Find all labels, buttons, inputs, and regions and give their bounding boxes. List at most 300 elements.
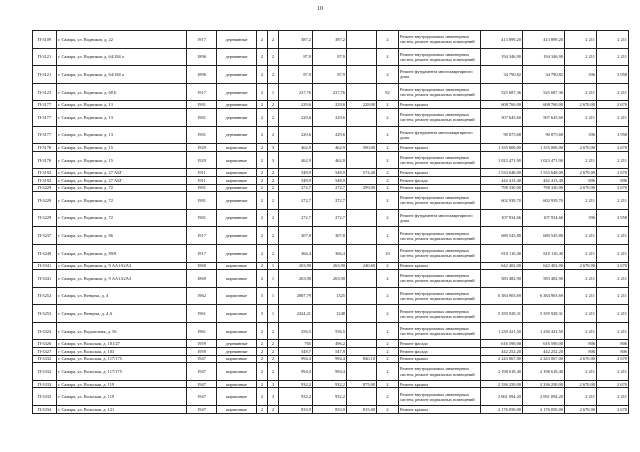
area-roof-cell [347,340,377,348]
residents-cell: 2 [377,287,399,305]
cost-cell: 2 198 618,40 [481,363,523,381]
unit-cost-cell: 2 211 [565,322,597,340]
cost-cell: 616 590,00 [481,340,523,348]
cost-limit-cell: 810 110,40 [523,244,565,262]
work-type-cell: Ремонт крыши [399,355,481,363]
area-roof-cell: 228,00 [347,101,377,109]
unit-cost-cell: 806 [565,176,597,184]
area-total-cell: 229,6 [279,126,313,144]
code-cell: П-3324 [33,322,57,340]
area-living-cell: 496,2 [313,340,347,348]
unit-limit-cell: 806 [597,348,629,356]
residents-cell: 2 [377,227,399,245]
code-cell: П-3249 [33,244,57,262]
material-cell: деревянные [217,31,257,49]
year-cell: 1896 [187,66,217,84]
cost-cell: 1 533 648,00 [481,169,523,177]
unit-limit-cell: 2 670 [597,355,629,363]
area-total-cell: 994,4 [279,355,313,363]
address-cell: г. Самара, ул. Водников, д. 64/184 а [57,66,187,84]
residents-cell: 2 [377,48,399,66]
material-cell: кирпичные [217,262,257,270]
work-type-cell: Ремонт внутридомовых инженерных систем, ремонт подвальных помещений [399,31,481,49]
entrances-cell: 1 [268,287,279,305]
area-roof-cell [347,83,377,101]
floors-cell: 2 [257,126,268,144]
cost-limit-cell: 583 482,90 [523,270,565,288]
area-total-cell: 932,2 [279,388,313,406]
unit-cost-cell: 2 670,00 [565,184,597,192]
table-row [33,287,629,305]
year-cell: 1917 [187,83,217,101]
floors-cell: 2 [257,101,268,109]
area-total-cell: 237,76 [279,83,313,101]
cost-limit-cell: 413 899,20 [523,31,565,49]
code-cell: П-3109 [33,31,57,49]
table-row [33,388,629,406]
unit-limit-cell: 2 211 [597,151,629,169]
code-cell: П-3177 [33,101,57,109]
code-cell: П-3123 [33,83,57,101]
area-roof-cell: 500,00 [347,144,377,152]
cost-cell: 1 023 471,90 [481,151,523,169]
table-row [33,348,629,356]
address-cell: г. Самара, ул. Вольская, д. 117/175 [57,355,187,363]
table-row [33,305,629,323]
unit-cost-cell: 806 [565,348,597,356]
area-total-cell: 87,9 [279,48,313,66]
area-living-cell: 272,7 [313,209,347,227]
residents-cell: 2 [377,322,399,340]
residents-cell: 2 [377,380,399,388]
cost-cell: 602 939,70 [481,192,523,210]
unit-limit-cell: 2 211 [597,192,629,210]
residents-cell: 10 [377,244,399,262]
residents-cell: 2 [377,31,399,49]
floors-cell: 2 [257,184,268,192]
material-cell: кирпичные [217,287,257,305]
floors-cell: 2 [257,227,268,245]
floors-cell: 2 [257,244,268,262]
area-living-cell: 272,7 [313,192,347,210]
address-cell: г. Самара, ул. Водников, д. 72 [57,192,187,210]
table-row [33,209,629,227]
code-cell: П-3229 [33,184,57,192]
year-cell: 1947 [187,363,217,381]
entrances-cell: 2 [268,192,279,210]
address-cell: г. Самара, ул. Водников, д. 15 [57,151,187,169]
area-total-cell: 556,5 [279,322,313,340]
residents-cell: 2 [377,101,399,109]
work-type-cell: Ремонт крыши [399,144,481,152]
unit-cost-cell: 2 670,00 [565,380,597,388]
unit-limit-cell: 2 670 [597,184,629,192]
area-living-cell: 307,8 [313,227,347,245]
table-row [33,169,629,177]
address-cell: г. Самара, ул. Водников, д. 27 АБГ [57,176,187,184]
unit-limit-cell: 2 211 [597,48,629,66]
material-cell: деревянные [217,192,257,210]
cost-limit-cell: 34 790,82 [523,66,565,84]
year-cell: 1959 [187,348,217,356]
work-type-cell: Ремонт внутридомовых инженерных систем, ремонт подвальных помещений [399,244,481,262]
material-cell: кирпичные [217,363,257,381]
material-cell: деревянные [217,101,257,109]
entrances-cell: 2 [268,31,279,49]
residents-cell: 2 [377,355,399,363]
cost-limit-cell: 608 760,00 [523,101,565,109]
area-living-cell: 462,9 [313,144,347,152]
area-roof-cell: 815,00 [347,406,377,414]
work-type-cell: Ремонт фасада [399,176,481,184]
cost-cell: 5 359 928,31 [481,305,523,323]
unit-limit-cell: 3 958 [597,66,629,84]
year-cell: 1947 [187,406,217,414]
work-type-cell: Ремонт внутридомовых инженерных систем, ремонт подвальных помещений [399,192,481,210]
area-total-cell: 307,8 [279,227,313,245]
entrances-cell: 3 [268,388,279,406]
floors-cell: 2 [257,176,268,184]
floors-cell: 2 [257,66,268,84]
area-total-cell: 833,9 [279,406,313,414]
area-total-cell: 994,4 [279,363,313,381]
year-cell: 1901 [187,101,217,109]
material-cell: деревянные [217,83,257,101]
area-roof-cell [347,48,377,66]
cost-limit-cell: 1 023 471,90 [523,151,565,169]
table-row [33,151,629,169]
residents-cell: 2 [377,126,399,144]
unit-cost-cell: 2 211 [565,192,597,210]
unit-cost-cell: 2 211 [565,151,597,169]
material-cell: кирпичные [217,355,257,363]
unit-cost-cell: 2 670,00 [565,169,597,177]
residents-cell: 2 [377,176,399,184]
table-row [33,192,629,210]
floors-cell: 2 [257,388,268,406]
material-cell: деревянные [217,340,257,348]
residents-cell: 2 [377,66,399,84]
area-living-cell: 462,9 [313,151,347,169]
area-living-cell: 229,6 [313,126,347,144]
address-cell: г. Самара, ул. Вольская, д. 119 [57,388,187,406]
unit-limit-cell: 2 211 [597,322,629,340]
year-cell: 1901 [187,192,217,210]
area-total-cell: 462,9 [279,151,313,169]
area-living-cell: 994,4 [313,355,347,363]
unit-cost-cell: 396 [565,209,597,227]
unit-limit-cell: 3 958 [597,209,629,227]
code-cell: П-3253 [33,305,57,323]
area-living-cell: 547,9 [313,348,347,356]
unit-cost-cell: 2 211 [565,305,597,323]
cost-cell: 90 875,68 [481,126,523,144]
work-type-cell: Ремонт внутридомовых инженерных систем, ремонт подвальных помещений [399,388,481,406]
table-row [33,176,629,184]
material-cell: деревянные [217,184,257,192]
entrances-cell: 1 [268,262,279,270]
cost-limit-cell: 680 545,80 [523,227,565,245]
area-roof-cell [347,209,377,227]
unit-limit-cell: 2 670 [597,144,629,152]
area-living-cell: 1248 [313,305,347,323]
table-row [33,101,629,109]
year-cell: 1911 [187,169,217,177]
area-total-cell: 548,9 [279,176,313,184]
material-cell: кирпичные [217,388,257,406]
work-type-cell: Ремонт крыши [399,262,481,270]
work-type-cell: Ремонт внутридомовых инженерных систем, ремонт подвальных помещений [399,83,481,101]
work-type-cell: Ремонт фасада [399,340,481,348]
unit-limit-cell: 2 670 [597,101,629,109]
area-total-cell: 229,6 [279,101,313,109]
cost-limit-cell: 798 330,00 [523,184,565,192]
code-cell: П-3326 [33,340,57,348]
area-living-cell: 932,2 [313,388,347,406]
code-cell: П-3332 [33,363,57,381]
table-row [33,340,629,348]
material-cell: деревянные [217,227,257,245]
unit-limit-cell: 2 211 [597,287,629,305]
material-cell: кирпичные [217,169,257,177]
code-cell: П-3178 [33,151,57,169]
cost-limit-cell: 616 590,00 [523,340,565,348]
cost-limit-cell: 1 230 421,50 [523,322,565,340]
cost-cell: 442 252,20 [481,348,523,356]
area-roof-cell [347,270,377,288]
entrances-cell: 2 [268,169,279,177]
cost-limit-cell: 1 533 648,00 [523,169,565,177]
unit-limit-cell: 3 958 [597,126,629,144]
material-cell: кирпичные [217,270,257,288]
year-cell: 1947 [187,355,217,363]
material-cell: кирпичные [217,406,257,414]
unit-cost-cell: 2 211 [565,287,597,305]
area-roof-cell [347,108,377,126]
address-cell: г. Самара, ул. Водников, д. 27 АБГ [57,169,187,177]
code-cell: П-3229 [33,209,57,227]
unit-cost-cell: 396 [565,126,597,144]
floors-cell: 2 [257,209,268,227]
floors-cell: 2 [257,83,268,101]
entrances-cell: 2 [268,348,279,356]
address-cell: г. Самара, ул. Водников, д. 89/8 [57,244,187,262]
floors-cell: 2 [257,108,268,126]
entrances-cell: 1 [268,270,279,288]
work-type-cell: Ремонт фасада [399,348,481,356]
unit-limit-cell: 2 211 [597,270,629,288]
residents-cell: 2 [377,363,399,381]
entrances-cell: 2 [268,101,279,109]
cost-limit-cell: 525 687,36 [523,83,565,101]
year-cell: 1961 [187,322,217,340]
area-roof-cell: 840,10 [347,355,377,363]
material-cell: кирпичные [217,144,257,152]
unit-limit-cell: 2 211 [597,244,629,262]
unit-cost-cell: 396 [565,66,597,84]
material-cell: кирпичные [217,176,257,184]
unit-limit-cell: 2 670 [597,169,629,177]
cost-cell: 798 330,00 [481,184,523,192]
area-roof-cell: 299,00 [347,184,377,192]
work-type-cell: Ремонт крыши [399,184,481,192]
area-total-cell: 263,90 [279,270,313,288]
area-total-cell: 229,6 [279,108,313,126]
address-cell: г. Самара, ул. Венцека, д. 4 [57,287,187,305]
year-cell: 1896 [187,48,217,66]
unit-cost-cell: 2 211 [565,83,597,101]
year-cell: 1959 [187,340,217,348]
area-roof-cell [347,227,377,245]
entrances-cell: 2 [268,66,279,84]
unit-cost-cell: 2 211 [565,363,597,381]
entrances-cell: 2 [268,209,279,227]
area-roof-cell [347,192,377,210]
code-cell: П-3192 [33,169,57,177]
year-cell: 1962 [187,287,217,305]
table-row [33,355,629,363]
address-cell: г. Самара, ул. Вольская, д. 101/27 [57,340,187,348]
cost-cell: 107 934,66 [481,209,523,227]
work-type-cell: Ремонт внутридомовых инженерных систем, ремонт подвальных помещений [399,108,481,126]
residents-cell: 2 [377,184,399,192]
address-cell: г. Самара, ул. Водников, д. 9 АА1А2А3 [57,262,187,270]
cost-cell: 2 243 067,00 [481,355,523,363]
code-cell: П-3333 [33,388,57,406]
cost-cell: 2 176 050,00 [481,406,523,414]
table-row [33,108,629,126]
area-roof-cell [347,287,377,305]
unit-cost-cell: 2 670,00 [565,355,597,363]
code-cell: П-3332 [33,355,57,363]
area-roof-cell [347,126,377,144]
cost-cell: 507 645,60 [481,108,523,126]
cost-limit-cell: 2 176 050,00 [523,406,565,414]
cost-cell: 1 230 421,50 [481,322,523,340]
code-cell: П-3334 [33,406,57,414]
floors-cell: 2 [257,406,268,414]
area-roof-cell: 240,60 [347,262,377,270]
area-roof-cell [347,176,377,184]
cost-limit-cell: 442 252,20 [523,348,565,356]
residents-cell: 2 [377,388,399,406]
material-cell: деревянные [217,209,257,227]
residents-cell: 2 [377,340,399,348]
floors-cell: 2 [257,144,268,152]
work-type-cell: Ремонт крыши [399,169,481,177]
area-total-cell: 765 [279,340,313,348]
code-cell: П-3229 [33,192,57,210]
entrances-cell: 2 [268,355,279,363]
area-total-cell: 272,7 [279,192,313,210]
floors-cell: 2 [257,340,268,348]
area-total-cell: 387,2 [279,31,313,49]
area-living-cell: 1325 [313,287,347,305]
year-cell: 1901 [187,108,217,126]
cost-cell: 34 790,82 [481,66,523,84]
cost-cell: 2 336 250,00 [481,380,523,388]
address-cell: г. Самара, ул. Водников, д. 15 [57,144,187,152]
cost-cell: 642 402,00 [481,262,523,270]
floors-cell: 2 [257,355,268,363]
cost-limit-cell: 2 198 618,40 [523,363,565,381]
code-cell: П-3177 [33,126,57,144]
residents-cell: 2 [377,270,399,288]
year-cell: 1901 [187,209,217,227]
area-total-cell: 366,4 [279,244,313,262]
cost-cell: 6 384 903,69 [481,287,523,305]
table-row [33,406,629,414]
year-cell: 1947 [187,388,217,406]
unit-cost-cell: 2 211 [565,31,597,49]
area-living-cell: 263,90 [313,262,347,270]
unit-limit-cell: 2 670 [597,380,629,388]
material-cell: кирпичные [217,380,257,388]
table-row [33,380,629,388]
material-cell: деревянные [217,244,257,262]
entrances-cell: 2 [268,244,279,262]
entrances-cell: 1 [268,83,279,101]
code-cell: П-3177 [33,108,57,126]
area-living-cell: 263,90 [313,270,347,288]
work-type-cell: Ремонт внутридомовых инженерных систем, ремонт подвальных помещений [399,48,481,66]
entrances-cell: 3 [268,151,279,169]
area-roof-cell [347,363,377,381]
work-type-cell: Ремонт фундамента многоквартирного дома [399,66,481,84]
entrances-cell: 2 [268,176,279,184]
cost-limit-cell: 442 413,40 [523,176,565,184]
cost-limit-cell: 90 875,68 [523,126,565,144]
cost-cell: 413 899,20 [481,31,523,49]
work-type-cell: Ремонт фундамента многоквартирного дома [399,209,481,227]
entrances-cell: 2 [268,322,279,340]
floors-cell: 5 [257,287,268,305]
floors-cell: 2 [257,363,268,381]
cost-cell: 442 413,40 [481,176,523,184]
area-living-cell: 366,4 [313,244,347,262]
floors-cell: 2 [257,169,268,177]
residents-cell: 2 [377,262,399,270]
area-roof-cell [347,388,377,406]
area-roof-cell: 574,40 [347,169,377,177]
area-total-cell: 2424,21 [279,305,313,323]
address-cell: г. Самара, ул. Вольская, д. 119 [57,380,187,388]
cost-cell: 608 760,00 [481,101,523,109]
code-cell: П-3237 [33,227,57,245]
entrances-cell: 2 [268,184,279,192]
unit-cost-cell: 2 211 [565,48,597,66]
code-cell: П-3341 [33,262,57,270]
material-cell: деревянные [217,66,257,84]
unit-limit-cell: 2 211 [597,363,629,381]
area-living-cell: 237,76 [313,83,347,101]
area-total-cell: 548,9 [279,169,313,177]
unit-limit-cell: 2 670 [597,262,629,270]
area-living-cell: 229,6 [313,101,347,109]
unit-limit-cell: 2 211 [597,388,629,406]
year-cell: 1869 [187,270,217,288]
year-cell: 1929 [187,144,217,152]
area-living-cell: 548,9 [313,176,347,184]
unit-cost-cell: 2 670,00 [565,406,597,414]
year-cell: 1917 [187,31,217,49]
entrances-cell: 1 [268,305,279,323]
unit-limit-cell: 806 [597,340,629,348]
area-total-cell: 87,9 [279,66,313,84]
code-cell: П-3252 [33,287,57,305]
address-cell: г. Самара, ул. Водников, д. 68 Б [57,83,187,101]
unit-cost-cell: 2 670,00 [565,144,597,152]
